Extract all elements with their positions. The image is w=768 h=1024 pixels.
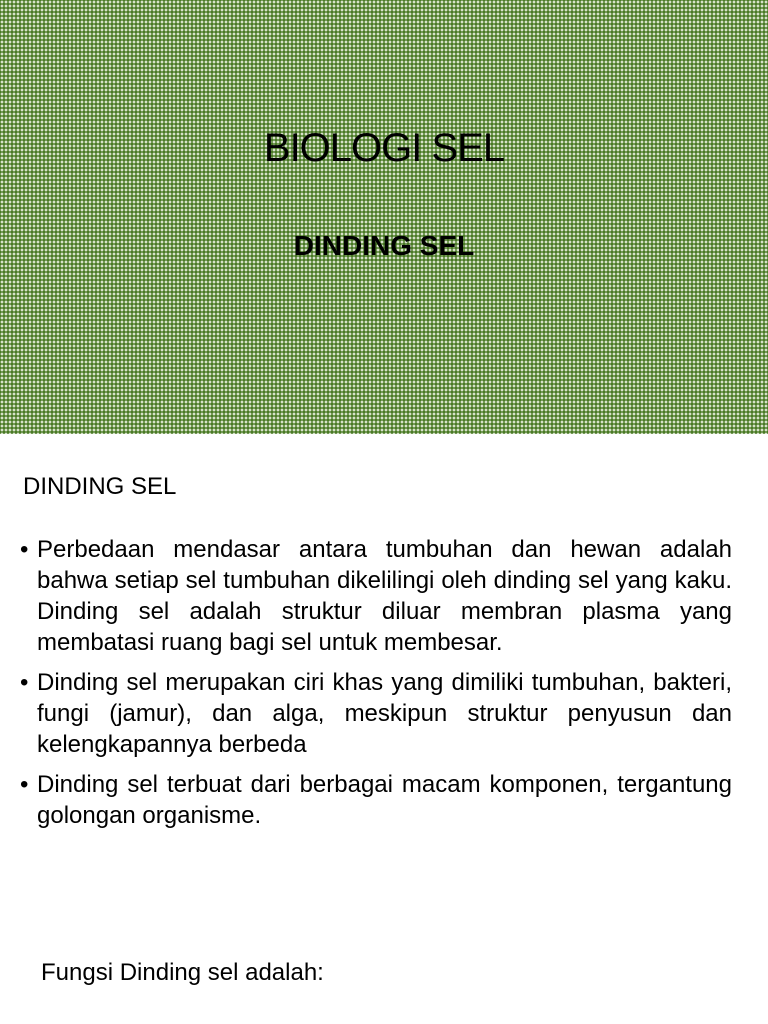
bullet-marker: • [20, 669, 29, 696]
functions-heading: Fungsi Dinding sel adalah: [41, 959, 324, 986]
bullet-item [20, 667, 732, 760]
bullet-list [20, 534, 732, 840]
title-slide [0, 0, 768, 434]
bullet-text: Perbedaan mendasar antara tumbuhan dan hewan adalah bahwa setiap sel tumbuhan dikelilingi oleh dinding sel yang kaku. Dinding sel adalah struktur diluar membran plasma yang membatasi ruang bagi sel untuk membesar. [37, 536, 732, 656]
bullet-text: Dinding sel terbuat dari berbagai macam komponen, tergantung golongan organisme. [37, 771, 732, 829]
slide-subtitle: DINDING SEL [293, 230, 475, 261]
bullet-item [20, 769, 732, 831]
section-heading: DINDING SEL [23, 473, 177, 500]
bullet-marker: • [20, 536, 29, 563]
slide-title: BIOLOGI SEL [263, 126, 505, 170]
bullet-item [20, 534, 732, 658]
bullet-text: Dinding sel merupakan ciri khas yang dimiliki tumbuhan, bakteri, fungi (jamur), dan alga, meskipun struktur penyusun dan kelengkapannya berbeda [37, 669, 732, 758]
bullet-marker: • [20, 771, 29, 798]
